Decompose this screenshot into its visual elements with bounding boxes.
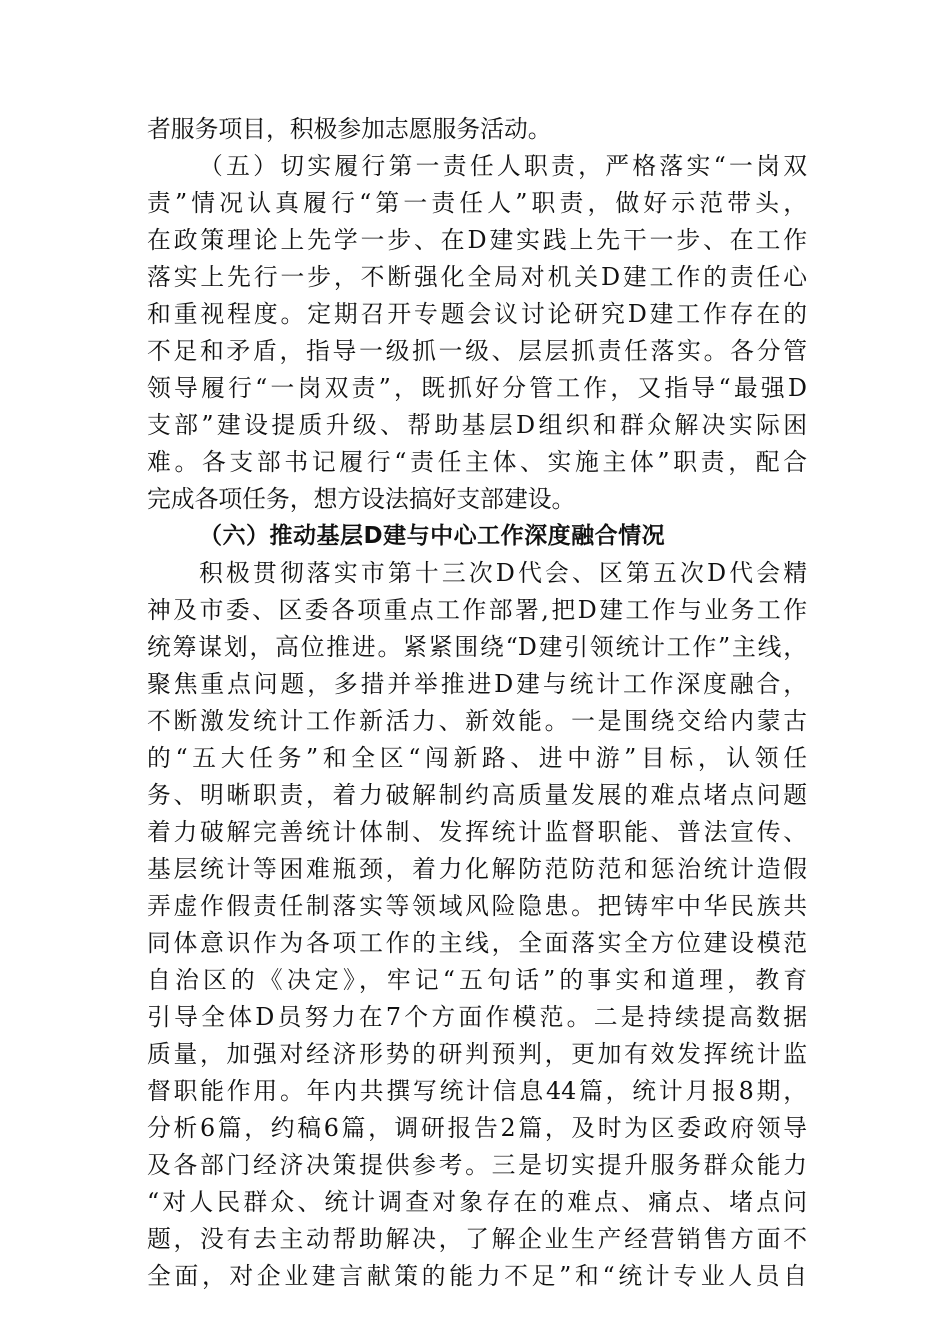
text-line: 落实上先行一步，不断强化全局对机关D建工作的责任心 [147, 263, 807, 291]
text-line: 务、明晰职责，着力破解制约高质量发展的难点堵点问题 [147, 781, 807, 809]
text-line: 基层统计等困难瓶颈，着力化解防范防范和惩治统计造假 [147, 855, 807, 883]
text-line: 者服务项目，积极参加志愿服务活动。 [147, 115, 552, 143]
text-line: 引导全体D员努力在7个方面作模范。二是持续提高数据 [147, 1003, 807, 1031]
text-line: 统筹谋划，高位推进。紧紧围绕“D建引领统计工作”主线， [147, 633, 807, 661]
text-line: 聚焦重点问题，多措并举推进D建与统计工作深度融合， [147, 670, 807, 698]
text-line: 质量，加强对经济形势的研判预判，更加有效发挥统计监 [147, 1040, 807, 1068]
text-line: 全面，对企业建言献策的能力不足”和“统计专业人员自 [147, 1262, 807, 1290]
text-line: 和重视程度。定期召开专题会议讨论研究D建工作存在的 [147, 300, 807, 328]
text-line: 在政策理论上先学一步、在D建实践上先干一步、在工作 [147, 226, 807, 254]
text-line: 着力破解完善统计体制、发挥统计监督职能、普法宣传、 [147, 818, 807, 846]
text-line: 积极贯彻落实市第十三次D代会、区第五次D代会精 [199, 559, 807, 587]
text-line: 同体意识作为各项工作的主线，全面落实全方位建设模范 [147, 929, 807, 957]
text-line: 神及市委、区委各项重点工作部署,把D建工作与业务工作 [147, 596, 807, 624]
text-line: 及各部门经济决策提供参考。三是切实提升服务群众能力 [147, 1151, 807, 1179]
text-line: 督职能作用。年内共撰写统计信息44篇，统计月报8期， [147, 1077, 807, 1105]
text-line: “对人民群众、统计调查对象存在的难点、痛点、堵点问 [147, 1188, 807, 1216]
text-line: 不足和矛盾，指导一级抓一级、层层抓责任落实。各分管 [147, 337, 807, 365]
text-line: 自治区的《决定》，牢记“五句话”的事实和道理，教育 [147, 966, 807, 994]
text-line: 责”情况认真履行“第一责任人”职责，做好示范带头， [147, 189, 807, 217]
text-line: 弄虚作假责任制落实等领域风险隐患。把铸牢中华民族共 [147, 892, 807, 920]
text-line: 分析6篇，约稿6篇，调研报告2篇，及时为区委政府领导 [147, 1114, 807, 1142]
text-line: 领导履行“一岗双责”，既抓好分管工作，又指导“最强D [147, 374, 807, 402]
document-body [147, 111, 807, 1295]
text-line: 的“五大任务”和全区“闯新路、进中游”目标，认领任 [147, 744, 807, 772]
text-line: 完成各项任务，想方设法搞好支部建设。 [147, 485, 576, 513]
section-heading: （六）推动基层D建与中心工作深度融合情况 [199, 523, 666, 549]
text-line: 不断激发统计工作新活力、新效能。一是围绕交给内蒙古 [147, 707, 807, 735]
text-line: 难。各支部书记履行“责任主体、实施主体”职责，配合 [147, 448, 807, 476]
text-line: （五）切实履行第一责任人职责，严格落实“一岗双 [199, 152, 807, 180]
text-line: 题，没有去主动帮助解决，了解企业生产经营销售方面不 [147, 1225, 807, 1253]
text-line: 支部”建设提质升级、帮助基层D组织和群众解决实际困 [147, 411, 807, 439]
